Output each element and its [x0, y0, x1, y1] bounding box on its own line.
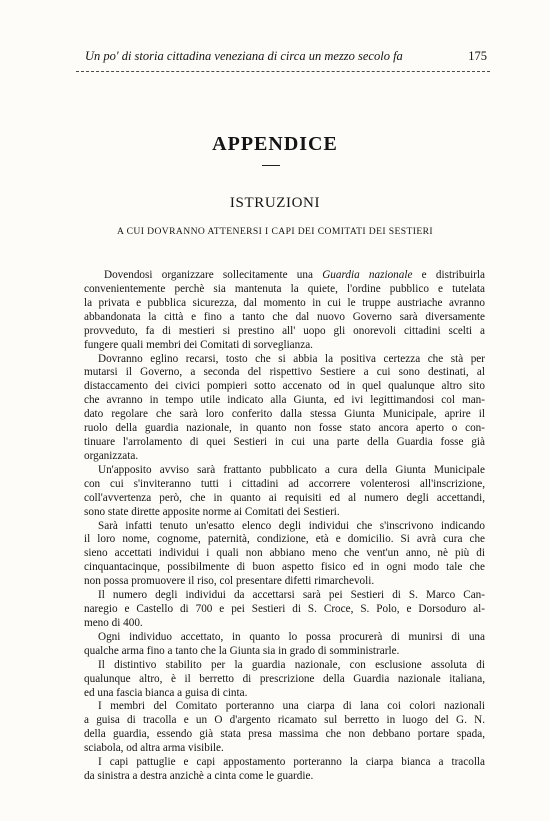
text-line: convenientemente perchè sia mantenuta la quiete, l'ordine pubblico e tutelata: [84, 282, 485, 295]
text-line: Dovendosi organizzare sollecitamente una Guardia nazionale e distribuirla: [104, 269, 485, 281]
running-header: [85, 49, 487, 69]
text-line: sono state dirette apposite norme ai Comitati dei Sestieri.: [84, 505, 340, 518]
text-line: qualche arma fino a tanto che la Giunta sia in grado di somministrarle.: [84, 644, 400, 657]
text-line: tinuare l'arrolamento di quei Sestieri in cui una parte della Guardia fosse già: [84, 436, 485, 448]
text-line: Il numero degli individui da accettarsi sarà pei Sestieri di S. Marco Can-: [98, 589, 485, 602]
appendix-title: APPENDICE: [212, 133, 338, 155]
text-line: dato regolare che sarà loro conferito dalla stessa Giunta Municipale, aprire il: [84, 408, 485, 421]
text-line: ruolo della guardia nazionale, in quanto non fosse stato ancora aperto o con-: [84, 422, 485, 435]
text-line: la privata e pubblica sicurezza, dal momento in cui le truppe austriache avranno: [84, 296, 485, 309]
text-line: con cui s'inviteranno tutti i cittadini ad accorrere volenterosi all'inscrizione,: [84, 477, 485, 490]
page-number: 175: [468, 49, 487, 63]
section-subtitle: A CUI DOVRANNO ATTENERSI I CAPI DEI COMITATI DEI SESTIERI: [117, 226, 433, 237]
text-line: Ogni individuo accettato, in quanto lo possa procurerà di munirsi di una: [98, 630, 485, 643]
text-line: provveduto, fa di mestieri si prestino all' uopo gli onorevoli cittadini scelti a: [84, 324, 485, 337]
text-line: meno di 400.: [84, 616, 143, 629]
text-line: non possa promuovere il riso, col presentare difetti rimarchevoli.: [84, 575, 375, 588]
text-line: della guardia, essendo già stata presa massima che non debbano portare spada,: [84, 728, 485, 741]
text-line: I membri del Comitato porteranno una ciarpa di lana coi colori nazionali: [98, 700, 485, 713]
text-line: a guisa di tracolla e un O d'argento ricamato sul berretto in luogo del G. N.: [84, 714, 485, 727]
text-line: naregio e Castello di 700 e pei Sestieri di S. Croce, S. Polo, e Dorsoduro al-: [84, 603, 485, 615]
text-line: sieno accettati individui i quali non abbiano meno che vent'un anno, nè più di: [84, 547, 485, 560]
text-line: organizzata.: [84, 449, 139, 462]
text-line: coll'avvertenza però, che in quanto ai requisiti ed al numero degli accettandi,: [84, 491, 485, 504]
text-line: qualunque altro, è il berretto di prescrizione della Guardia nazionale italiana,: [84, 672, 485, 685]
text-line: Il distintivo stabilito per la guardia nazionale, con esclusione assoluta di: [98, 658, 485, 671]
text-line: da sinistra a destra anzichè a cinta come le guardie.: [84, 770, 314, 782]
text-line: cinquantacinque, possibilmente di buon aspetto fisico ed in ogni modo tale che: [84, 561, 485, 574]
text-line: I capi pattuglie e capi appostamento porteranno la ciarpa bianca a tracolla: [98, 756, 485, 769]
text-line: mutarsi il Governo, a seconda del rispettivo Sestiere a cui sono destinati, al: [84, 366, 485, 379]
section-title: ISTRUZIONI: [229, 195, 321, 211]
text-line: che avranno in tempo utile indicato alla Giunta, ed ivi legittimandosi col man-: [84, 394, 485, 407]
running-title: Un po' di storia cittadina veneziana di circa un mezzo secolo fa: [85, 49, 403, 63]
text-line: sciabola, od altra arma visibile.: [84, 742, 224, 755]
header-rule: [76, 71, 490, 72]
text-line: Dovranno eglino recarsi, tosto che si abbia la positiva certezza che stà per: [98, 352, 485, 365]
text-line: Un'apposito avviso sarà frattanto pubblicato a cura della Giunta Municipale: [98, 463, 485, 476]
text-line: distaccamento dei civici pompieri sotto accenato od in quel qualunque altro sito: [84, 380, 485, 393]
text-line: fungere quali membri dei Comitati di sorveglianza.: [84, 338, 313, 351]
text-line: abbandonata la città e fino a tanto che dal nuovo Governo sarà diversamente: [84, 310, 485, 323]
text-line: Sarà infatti tenuto un'esatto elenco degli individui che s'inscrivono indicando: [98, 519, 485, 532]
text-line: il loro nome, cognome, paternità, condizione, età e domicilio. Si avrà cura che: [84, 533, 485, 546]
text-line: ed una fascia bianca a guisa di cinta.: [84, 686, 248, 699]
title-rule: [262, 165, 280, 166]
